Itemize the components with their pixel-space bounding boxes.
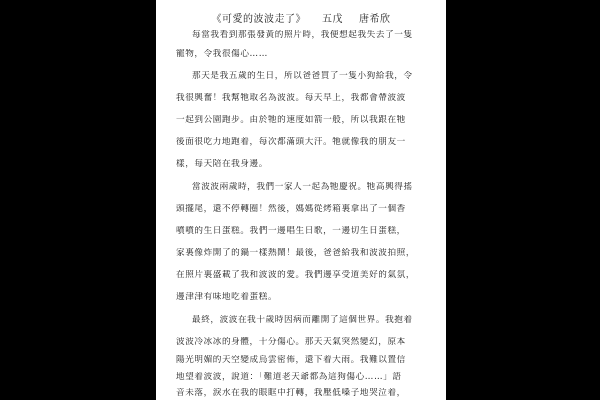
text-line: 一起到公園跑步。由於牠的速度如箭一般，所以我跟在牠 <box>176 115 406 125</box>
text-line: 地望着波波，說道：「難道老天爺都為這狗傷心……」語 <box>176 372 402 382</box>
text-line: 樣，每天陪在我身邊。 <box>176 159 268 169</box>
text-line: 噴噴的生日蛋糕。我們一邊唱生日歌，一邊切生日蛋糕， <box>176 226 406 236</box>
text-line: 頭擺尾，還不停轉圈！然後，媽媽從烤箱裏拿出了一個香 <box>176 204 406 214</box>
text-line: 家裏像炸開了的鍋一樣熱鬧！最後，爸爸給我和波波拍照， <box>176 248 416 258</box>
class-name: 五戊 <box>322 14 343 25</box>
text-line: 最終，波波在我十歲時因病而離開了這個世界。我抱着 <box>192 315 413 325</box>
text-line: 波波冷冰冰的身體，十分傷心。那天天氣突然變幻，原本 <box>176 337 406 347</box>
document-page <box>156 0 446 400</box>
text-line: 音未落，淚水在我的眼眶中打轉，我壓低嗓子地哭泣着， <box>176 388 406 398</box>
text-line: 那天是我五歲的生日，所以爸爸買了一隻小狗給我，令 <box>192 71 413 81</box>
text-line: 後面很吃力地跑着，每次都滿頭大汗。牠就像我的朋友一 <box>176 137 406 147</box>
text-line: 邊津津有味地吃着蛋糕。 <box>176 292 278 302</box>
text-line: 陽光明媚的天空變成烏雲密佈，還下着大雨。我難以置信 <box>176 355 406 365</box>
essay-heading <box>156 10 446 25</box>
text-line: 在照片裏盛載了我和波波的愛。我們邊享受道美好的氣氛， <box>176 270 416 280</box>
text-line: 我很興奮！我幫牠取名為波波。每天早上，我都會帶波波 <box>176 93 406 103</box>
author-name: 唐希欣 <box>359 14 391 25</box>
essay-title: 《可愛的波波走了》 <box>211 14 306 25</box>
text-line: 當波波兩歲時，我們一家人一起為牠慶祝。牠高興得搖 <box>192 182 413 192</box>
text-line: 每當我看到那張發黃的照片時，我便想起我失去了一隻 <box>192 30 413 40</box>
text-line: 寵物，令我很傷心…… <box>176 49 268 59</box>
